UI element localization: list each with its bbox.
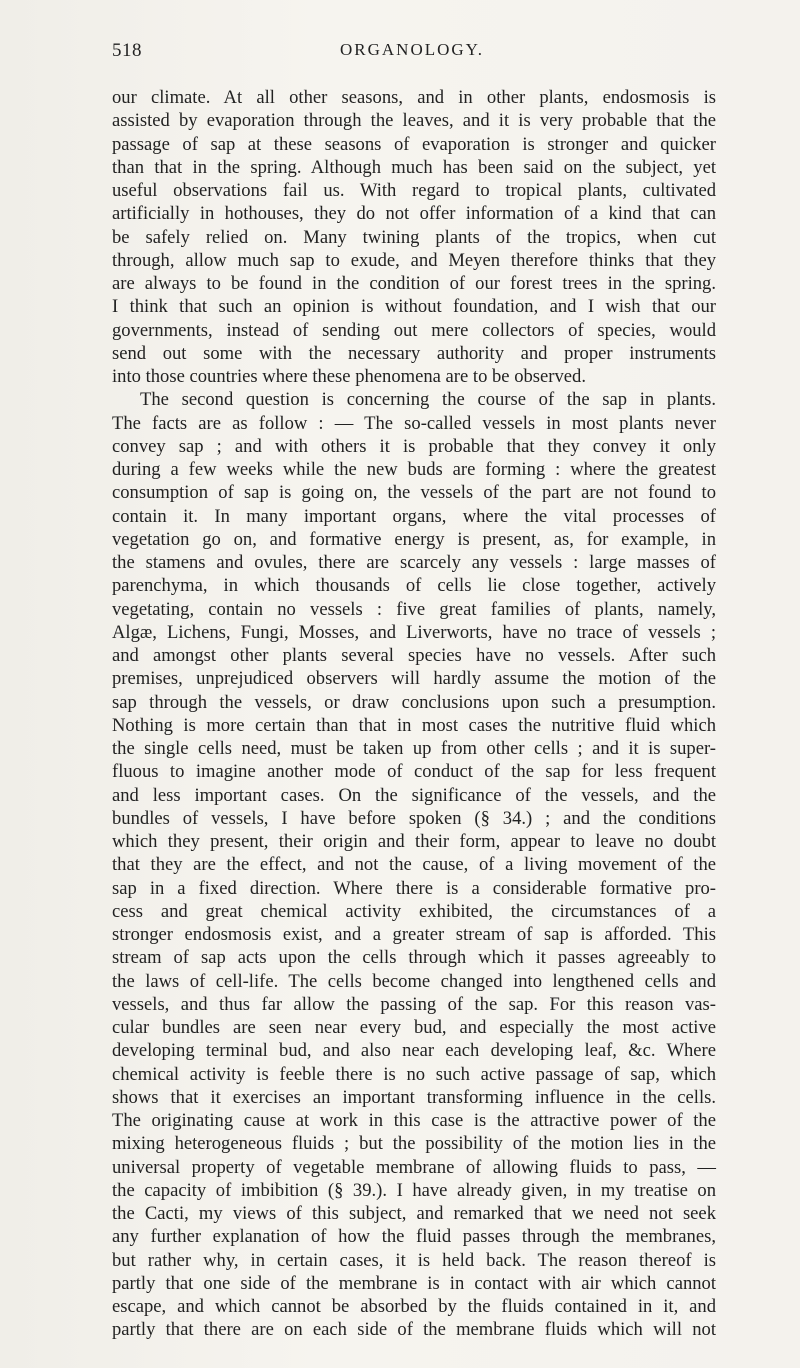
text-line: into those countries where these phenomena are to be observed. bbox=[112, 366, 586, 387]
text-line: than that in the spring. Although much has been said on the subject, yet bbox=[112, 156, 716, 178]
text-line: stream of sap acts upon the cells through which it passes agreeably to bbox=[112, 947, 716, 969]
text-line: fluous to imagine another mode of conduct of the sap for less frequent bbox=[112, 761, 716, 783]
text-line: Algæ, Lichens, Fungi, Mosses, and Liverworts, have no trace of vessels ; bbox=[112, 621, 716, 643]
text-line: The facts are as follow : — The so-called vessels in most plants never bbox=[112, 412, 716, 434]
page-number: 518 bbox=[112, 40, 142, 61]
text-line: be safely relied on. Many twining plants of the tropics, when cut bbox=[112, 226, 716, 248]
text-line: contain it. In many important organs, where the vital processes of bbox=[112, 505, 716, 527]
text-line: shows that it exercises an important transforming influence in the cells. bbox=[112, 1086, 716, 1108]
text-line: send out some with the necessary authority and proper instruments bbox=[112, 342, 716, 364]
text-line: assisted by evaporation through the leaves, and it is very probable that the bbox=[112, 110, 716, 132]
text-line: partly that there are on each side of the membrane fluids which will not bbox=[112, 1319, 716, 1341]
text-line: are always to be found in the condition of our forest trees in the spring. bbox=[112, 273, 716, 294]
text-line: convey sap ; and with others it is probable that they convey it only bbox=[112, 435, 716, 457]
text-line: cess and great chemical activity exhibited, the circumstances of a bbox=[112, 900, 716, 922]
text-line: and amongst other plants several species have no vessels. After such bbox=[112, 645, 716, 666]
text-line: consumption of sap is going on, the vessels of the part are not found to bbox=[112, 482, 716, 504]
text-line: vegetating, contain no vessels : five great families of plants, namely, bbox=[112, 598, 716, 620]
text-line: mixing heterogeneous fluids ; but the possibility of the motion lies in the bbox=[112, 1133, 716, 1155]
text-line: escape, and which cannot be absorbed by the fluids contained in it, and bbox=[112, 1296, 716, 1317]
text-line: universal property of vegetable membrane of allowing fluids to pass, — bbox=[112, 1156, 716, 1178]
text-line: useful observations fail us. With regard to tropical plants, cultivated bbox=[112, 180, 716, 201]
text-line: cular bundles are seen near every bud, and especially the most active bbox=[112, 1017, 716, 1038]
text-line: which they present, their origin and their form, appear to leave no doubt bbox=[112, 831, 716, 852]
text-line: partly that one side of the membrane is in contact with air which cannot bbox=[112, 1272, 716, 1294]
text-line: governments, instead of sending out mere collectors of species, would bbox=[112, 319, 716, 341]
page-header bbox=[112, 40, 712, 66]
body-text bbox=[112, 86, 716, 1342]
text-line: The second question is concerning the course of the sap in plants. bbox=[140, 389, 716, 411]
text-line: the Cacti, my views of this subject, and remarked that we need not seek bbox=[112, 1203, 716, 1224]
text-line: artificially in hothouses, they do not offer information of a kind that can bbox=[112, 203, 716, 225]
text-line: stronger endosmosis exist, and a greater stream of sap is afforded. This bbox=[112, 924, 716, 945]
text-line: any further explanation of how the fluid passes through the membranes, bbox=[112, 1226, 716, 1248]
text-line: passage of sap at these seasons of evaporation is stronger and quicker bbox=[112, 133, 716, 155]
text-line: through, allow much sap to exude, and Meyen therefore thinks that they bbox=[112, 249, 716, 271]
text-line: premises, unprejudiced observers will hardly assume the motion of the bbox=[112, 668, 716, 690]
text-line: developing terminal bud, and also near each developing leaf, &c. Where bbox=[112, 1040, 716, 1062]
running-title: ORGANOLOGY. bbox=[340, 40, 484, 59]
text-line: the capacity of imbibition (§ 39.). I have already given, in my treatise on bbox=[112, 1179, 716, 1201]
text-line: but rather why, in certain cases, it is held back. The reason thereof is bbox=[112, 1249, 716, 1271]
text-line: sap through the vessels, or draw conclusions upon such a presumption. bbox=[112, 691, 716, 713]
text-line: during a few weeks while the new buds are forming : where the greatest bbox=[112, 459, 716, 480]
text-line: and less important cases. On the significance of the vessels, and the bbox=[112, 784, 716, 806]
text-line: the single cells need, must be taken up from other cells ; and it is super- bbox=[112, 738, 716, 759]
text-line: vegetation go on, and formative energy is present, as, for example, in bbox=[112, 528, 716, 550]
text-line: vessels, and thus far allow the passing of the sap. For this reason vas- bbox=[112, 993, 716, 1015]
text-line: bundles of vessels, I have before spoken (§ 34.) ; and the conditions bbox=[112, 807, 716, 829]
text-line: chemical activity is feeble there is no such active passage of sap, which bbox=[112, 1063, 716, 1085]
text-line: the stamens and ovules, there are scarcely any vessels : large masses of bbox=[112, 552, 716, 573]
text-line: I think that such an opinion is without foundation, and I wish that our bbox=[112, 296, 716, 318]
text-line: parenchyma, in which thousands of cells lie close together, actively bbox=[112, 575, 716, 597]
text-line: the laws of cell-life. The cells become changed into lengthened cells and bbox=[112, 970, 716, 992]
text-line: sap in a fixed direction. Where there is a considerable formative pro- bbox=[112, 877, 716, 899]
text-line: The originating cause at work in this case is the attractive power of the bbox=[112, 1110, 716, 1131]
text-line: that they are the effect, and not the cause, of a living movement of the bbox=[112, 854, 716, 876]
text-line: our climate. At all other seasons, and in other plants, endosmosis is bbox=[112, 87, 716, 108]
text-line: Nothing is more certain than that in most cases the nutritive fluid which bbox=[112, 714, 716, 736]
